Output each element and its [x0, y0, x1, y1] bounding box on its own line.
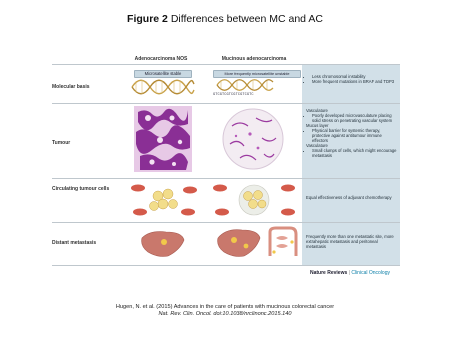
dna-helix-unstable-icon: [215, 78, 275, 92]
journal-section: Clinical Oncology: [351, 270, 390, 276]
metastasis-note: Frequently more than one metastatic site, more extrahepatic metastasis and peritoneal metastasis: [306, 234, 394, 249]
row-label-distant-metastasis: Distant metastasis: [52, 240, 97, 246]
divider: [52, 64, 400, 65]
circulating-cells-left-image: [130, 180, 200, 220]
mucinous-histology-image: [222, 108, 284, 170]
microsatellite-unstable-tag: More frequently microsatellite unstable: [213, 70, 301, 78]
peritoneal-metastasis-icon: [266, 226, 300, 262]
liver-metastasis-right-icon: [216, 226, 262, 260]
tumour-notes: [306, 108, 398, 158]
dna-helix-stable-icon: [130, 78, 196, 96]
molecular-note: • Less chromosomal instability: [312, 74, 398, 79]
column-header-right: Mucinous adenocarcinoma: [221, 56, 287, 62]
ctc-note: Equal effectiveness of adjuvant chemotherapy: [306, 195, 392, 200]
column-header-left: Adenocarcinoma NOS: [134, 56, 188, 62]
citation: [0, 304, 450, 318]
figure-title: [0, 13, 450, 25]
divider: [52, 222, 400, 223]
row-label-molecular-basis: Molecular basis: [52, 84, 90, 90]
figure-title-text: Differences between MC and AC: [170, 13, 323, 25]
figure-label: Figure 2: [127, 13, 168, 25]
citation-line-1: Hugen, N. et al. (2015) Advances in the care of patients with mucinous colorectal cancer: [115, 304, 335, 310]
vasculature-note: • Poorly developed microvasculature placing solid stress on penetrating vascular system: [312, 113, 398, 123]
liver-metastasis-left-icon: [140, 228, 186, 260]
molecular-note: • More frequent mutations in BRAF and TDP3: [312, 79, 398, 84]
microsatellite-stable-tag: Microsatellite stable: [134, 70, 192, 78]
row-label-tumour: Tumour: [52, 140, 71, 146]
journal-name: Nature Reviews: [310, 270, 348, 276]
divider: [52, 178, 400, 179]
vasculature-heading: Vasculature: [306, 143, 328, 148]
molecular-notes: [306, 74, 398, 84]
journal-credit: Nature Reviews | Clinical Oncology: [310, 270, 390, 276]
mucus-layer-note: • Physical barrier for systemic therapy, protective against antitumour immune effectors: [312, 128, 398, 143]
divider: [52, 265, 400, 266]
adenocarcinoma-histology-image: [134, 106, 192, 172]
vasculature-note: • Small clumps of cells, which might encourage metastasis: [312, 148, 398, 158]
circulating-cells-right-image: [212, 180, 298, 220]
mucus-layer-heading: Mucus layer: [306, 123, 329, 128]
dna-sequence: GTCGTCGTCGTCGTCGTC: [213, 93, 254, 97]
citation-line-2: Nat. Rev. Clin. Oncol. doi:10.1038/nrclinonc.2015.140: [158, 311, 292, 317]
row-label-circulating-tumour-cells: Circulating tumour cells: [52, 186, 110, 192]
vasculature-heading: Vasculature: [306, 108, 328, 113]
divider: [52, 103, 400, 104]
